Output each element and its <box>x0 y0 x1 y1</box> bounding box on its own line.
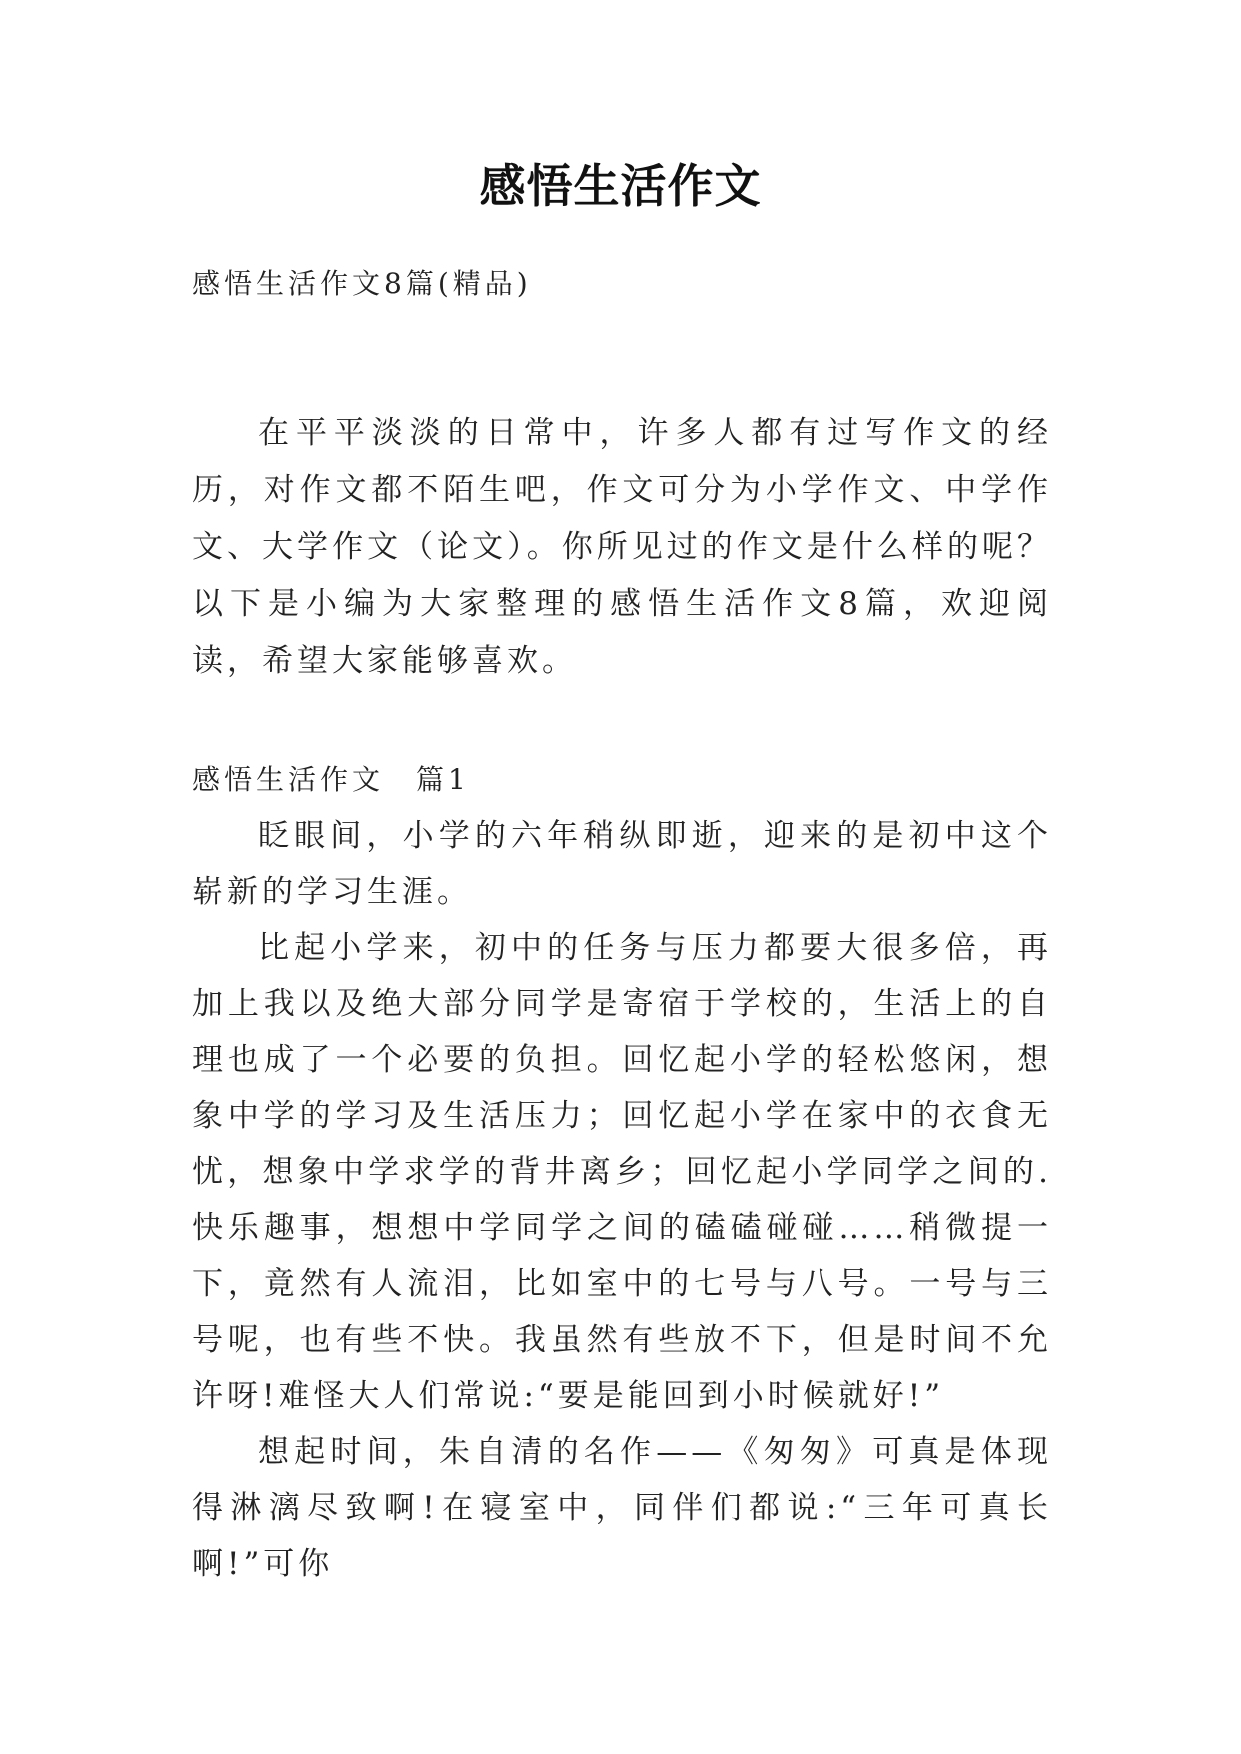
document-title: 感悟生活作文 <box>479 159 762 213</box>
section-body <box>192 808 1052 1592</box>
document-subtitle: 感悟生活作文8篇(精品) <box>192 267 532 300</box>
body-paragraph: 眨眼间，小学的六年稍纵即逝，迎来的是初中这个崭新的学习生涯。 <box>192 818 1052 910</box>
body-paragraph: 比起小学来，初中的任务与压力都要大很多倍，再加上我以及绝大部分同学是寄宿于学校的，生活上的自理也成了一个必要的负担。回忆起小学的轻松悠闲，想象中学的学习及生活压力；回忆起小学在家中的衣食无忧，想象中学求学的背井离乡；回忆起小学同学之间的.快乐趣事，想想中学同学之间的磕磕碰碰……稍微提一下，竟然有人流泪，比如室中的七号与八号。一号与三号呢，也有些不快。我虽然有些放不下，但是时间不允许呀!难怪大人们常说:“要是能回到小时候就好!” <box>192 930 1052 1414</box>
intro-block <box>192 405 1052 690</box>
section-heading: 感悟生活作文 篇1 <box>192 763 470 796</box>
intro-paragraph: 在平平淡淡的日常中，许多人都有过写作文的经历，对作文都不陌生吧，作文可分为小学作文、中学作文、大学作文（论文）。你所见过的作文是什么样的呢？以下是小编为大家整理的感悟生活作文8篇，欢迎阅读，希望大家能够喜欢。 <box>192 415 1052 679</box>
body-paragraph: 想起时间，朱自清的名作——《匆匆》可真是体现得淋漓尽致啊!在寝室中，同伴们都说:“三年可真长啊!”可你 <box>192 1434 1052 1582</box>
